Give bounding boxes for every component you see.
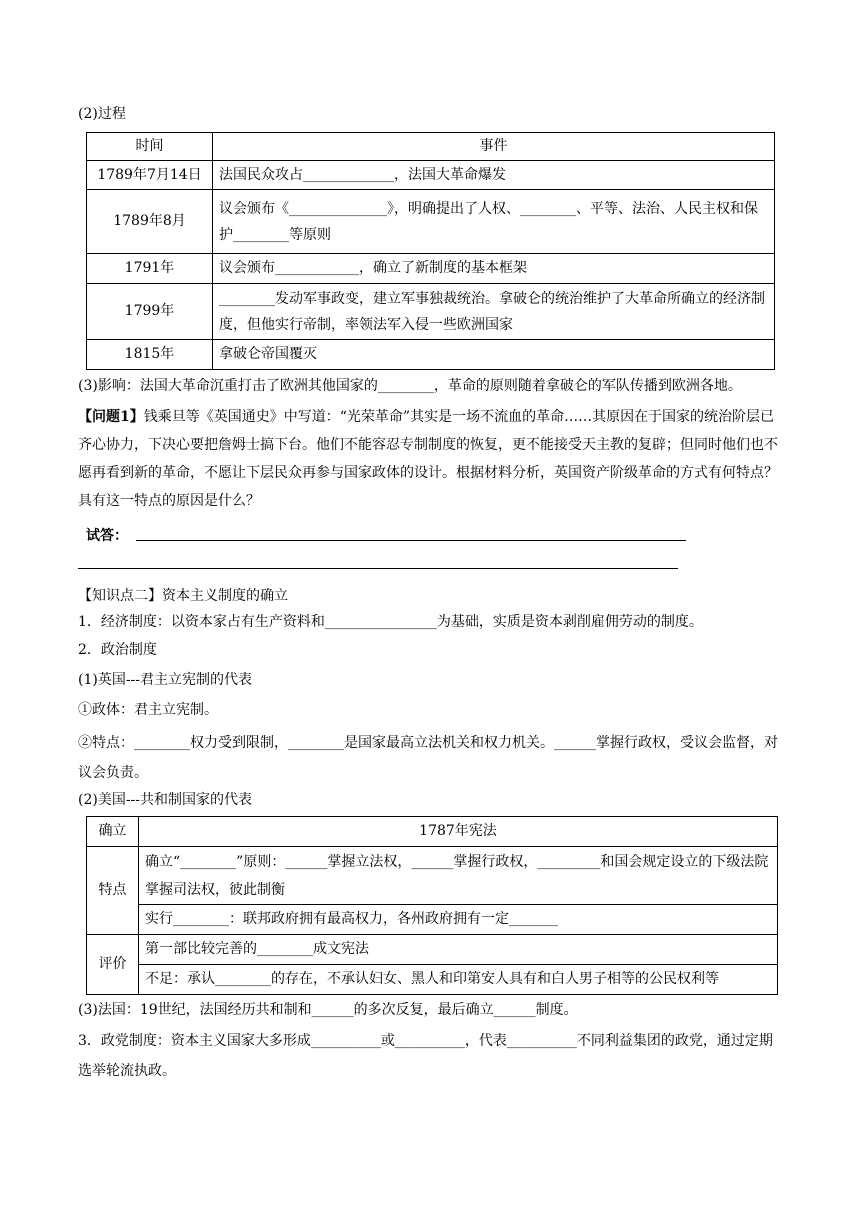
answer-line[interactable] (78, 568, 678, 569)
row-event: 议会颁布____________，确立了新制度的基本框架 (213, 254, 775, 284)
us-heading: (2)美国---共和制国家的代表 (78, 792, 253, 808)
evaluation-b: 不足：承认________的存在，不承认妇女、黑人和印第安人具有和白人男子相等的公民权利等 (139, 965, 778, 995)
impact-text: (3)影响：法国大革命沉重打击了欧洲其他国家的________，革命的原则随着拿破仑的军队传播到欧洲各地。 (78, 378, 742, 394)
table-row (87, 254, 775, 284)
row-event: ________发动军事政变，建立军事独裁统治。拿破仑的统治维护了大革命所确立的经济制度，但他实行帝制，率领法军入侵一些欧洲国家 (213, 284, 775, 340)
answer-label: 试答： (86, 528, 128, 544)
label-establish: 确立 (87, 817, 139, 847)
party-system: 3．政党制度：资本主义国家大多形成__________或__________，代表__________不同利益集团的政党，通过定期选举轮流执政。 (78, 1033, 773, 1079)
uk-heading: (1)英国---君主立宪制的代表 (78, 672, 253, 688)
question-label: 【问题1】 (78, 409, 144, 425)
process-heading: (2)过程 (78, 106, 126, 122)
econ-system: 1．经济制度：以资本家占有生产资料和________________为基础，实质是资本剥削雇佣劳动的制度。 (78, 614, 703, 630)
value-establish: 1787年宪法 (139, 817, 778, 847)
row-event: 议会颁布《______________》，明确提出了人权、________、平等、法治、人民主权和保护________等原则 (213, 190, 775, 254)
us-constitution-table (86, 816, 778, 995)
uk-item-1: ①政体：君主立宪制。 (78, 702, 218, 718)
row-event: 拿破仑帝国覆灭 (213, 340, 775, 370)
answer-line[interactable] (136, 540, 686, 541)
header-time: 时间 (87, 133, 213, 161)
features-b: 实行________：联邦政府拥有最高权力，各州政府拥有一定_______ (139, 905, 778, 935)
question-1 (78, 403, 784, 515)
uk-item-2: ②特点：________权力受到限制，________是国家最高立法机关和权力机关。______掌握行政权，受议会监督，对议会负责。 (78, 735, 778, 781)
table-row (87, 284, 775, 340)
row-time: 1791年 (87, 254, 213, 284)
label-evaluation: 评价 (87, 935, 139, 995)
row-time: 1789年8月 (87, 190, 213, 254)
table-row (87, 161, 775, 190)
table-row (87, 340, 775, 370)
table-row (87, 190, 775, 254)
row-event: 法国民众攻占_____________，法国大革命爆发 (213, 161, 775, 190)
label-features: 特点 (87, 847, 139, 935)
politics-heading: 2．政治制度 (78, 642, 157, 658)
france-text: (3)法国：19世纪，法国经历共和制和______的多次反复，最后确立______制度。 (78, 1002, 578, 1018)
question-text: 钱乘旦等《英国通史》中写道：“光荣革命”其实是一场不流血的革命……其原因在于国家的统治阶层已齐心协力，下决心要把詹姆士搞下台。他们不能容忍专制制度的恢复，更不能接受天主教的复辟；但同时他们也不愿再看到新的革命，不愿让下层民众再参与国家政体的设计。根据材料分析，英国资产阶级革命的方式有何特点？具有这一特点的原因是什么？ (78, 409, 778, 509)
section-2-heading: 【知识点二】资本主义制度的确立 (78, 588, 288, 604)
features-a: 确立“________”原则：______掌握立法权，______掌握行政权，_________和国会规定设立的下级法院掌握司法权，彼此制衡 (139, 847, 778, 905)
french-revolution-table (86, 132, 775, 370)
header-event: 事件 (213, 133, 775, 161)
evaluation-a: 第一部比较完善的________成文宪法 (139, 935, 778, 965)
row-time: 1815年 (87, 340, 213, 370)
row-time: 1799年 (87, 284, 213, 340)
row-time: 1789年7月14日 (87, 161, 213, 190)
